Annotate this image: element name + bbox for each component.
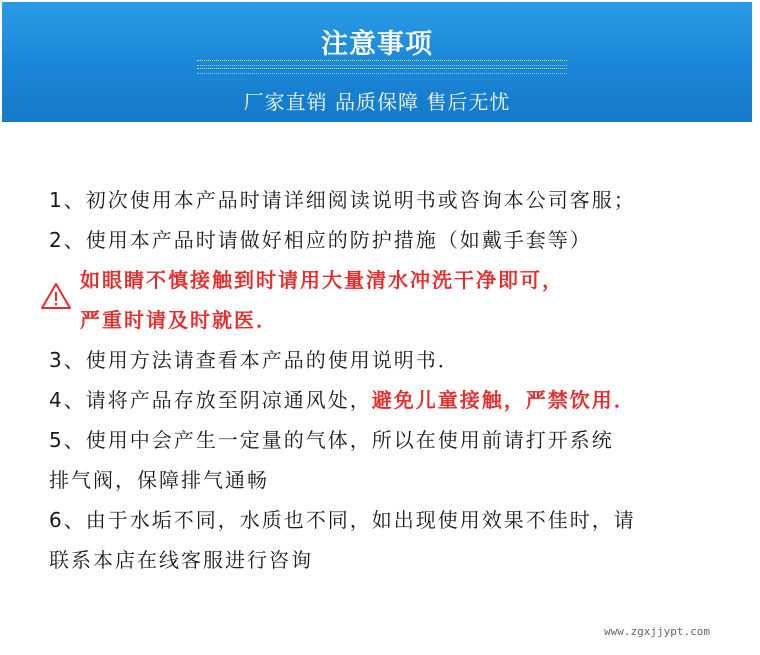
notice-item-4 <box>49 380 749 420</box>
notice-item-5-line-2: 排气阀，保障排气通畅 <box>49 468 269 492</box>
notice-item-5-line-1: 5、使用中会产生一定量的气体，所以在使用前请打开系统 <box>49 428 614 452</box>
notice-item-6-line-2: 联系本店在线客服进行咨询 <box>49 548 313 572</box>
notice-item-1: 1、初次使用本产品时请详细阅读说明书或咨询本公司客服； <box>49 188 636 212</box>
watermark-url: www.zgxjjypt.com <box>604 625 710 638</box>
warning-line-2: 严重时请及时就医． <box>80 308 278 332</box>
banner-fine-print-decoration <box>197 60 567 66</box>
banner-fine-print-decoration <box>197 68 567 74</box>
notice-item-4-warning: 避免儿童接触，严禁饮用． <box>371 388 636 412</box>
notice-item-2: 2、使用本产品时请做好相应的防护措施（如戴手套等） <box>49 228 592 252</box>
notice-item-4-text: 4、请将产品存放至阴凉通风处， <box>49 388 372 412</box>
warning-line-1: 如眼睛不慎接触到时请用大量清水冲洗干净即可， <box>80 268 564 292</box>
banner-subtitle: 厂家直销 品质保障 售后无忧 <box>243 90 511 114</box>
header-banner <box>2 2 752 122</box>
notice-item-6-line-1: 6、由于水垢不同，水质也不同，如出现使用效果不佳时，请 <box>49 508 636 532</box>
banner-title: 注意事项 <box>321 29 433 60</box>
notice-item-3: 3、使用方法请查看本产品的使用说明书． <box>49 348 460 372</box>
warning-triangle-icon <box>39 279 73 313</box>
notice-list <box>49 180 749 580</box>
